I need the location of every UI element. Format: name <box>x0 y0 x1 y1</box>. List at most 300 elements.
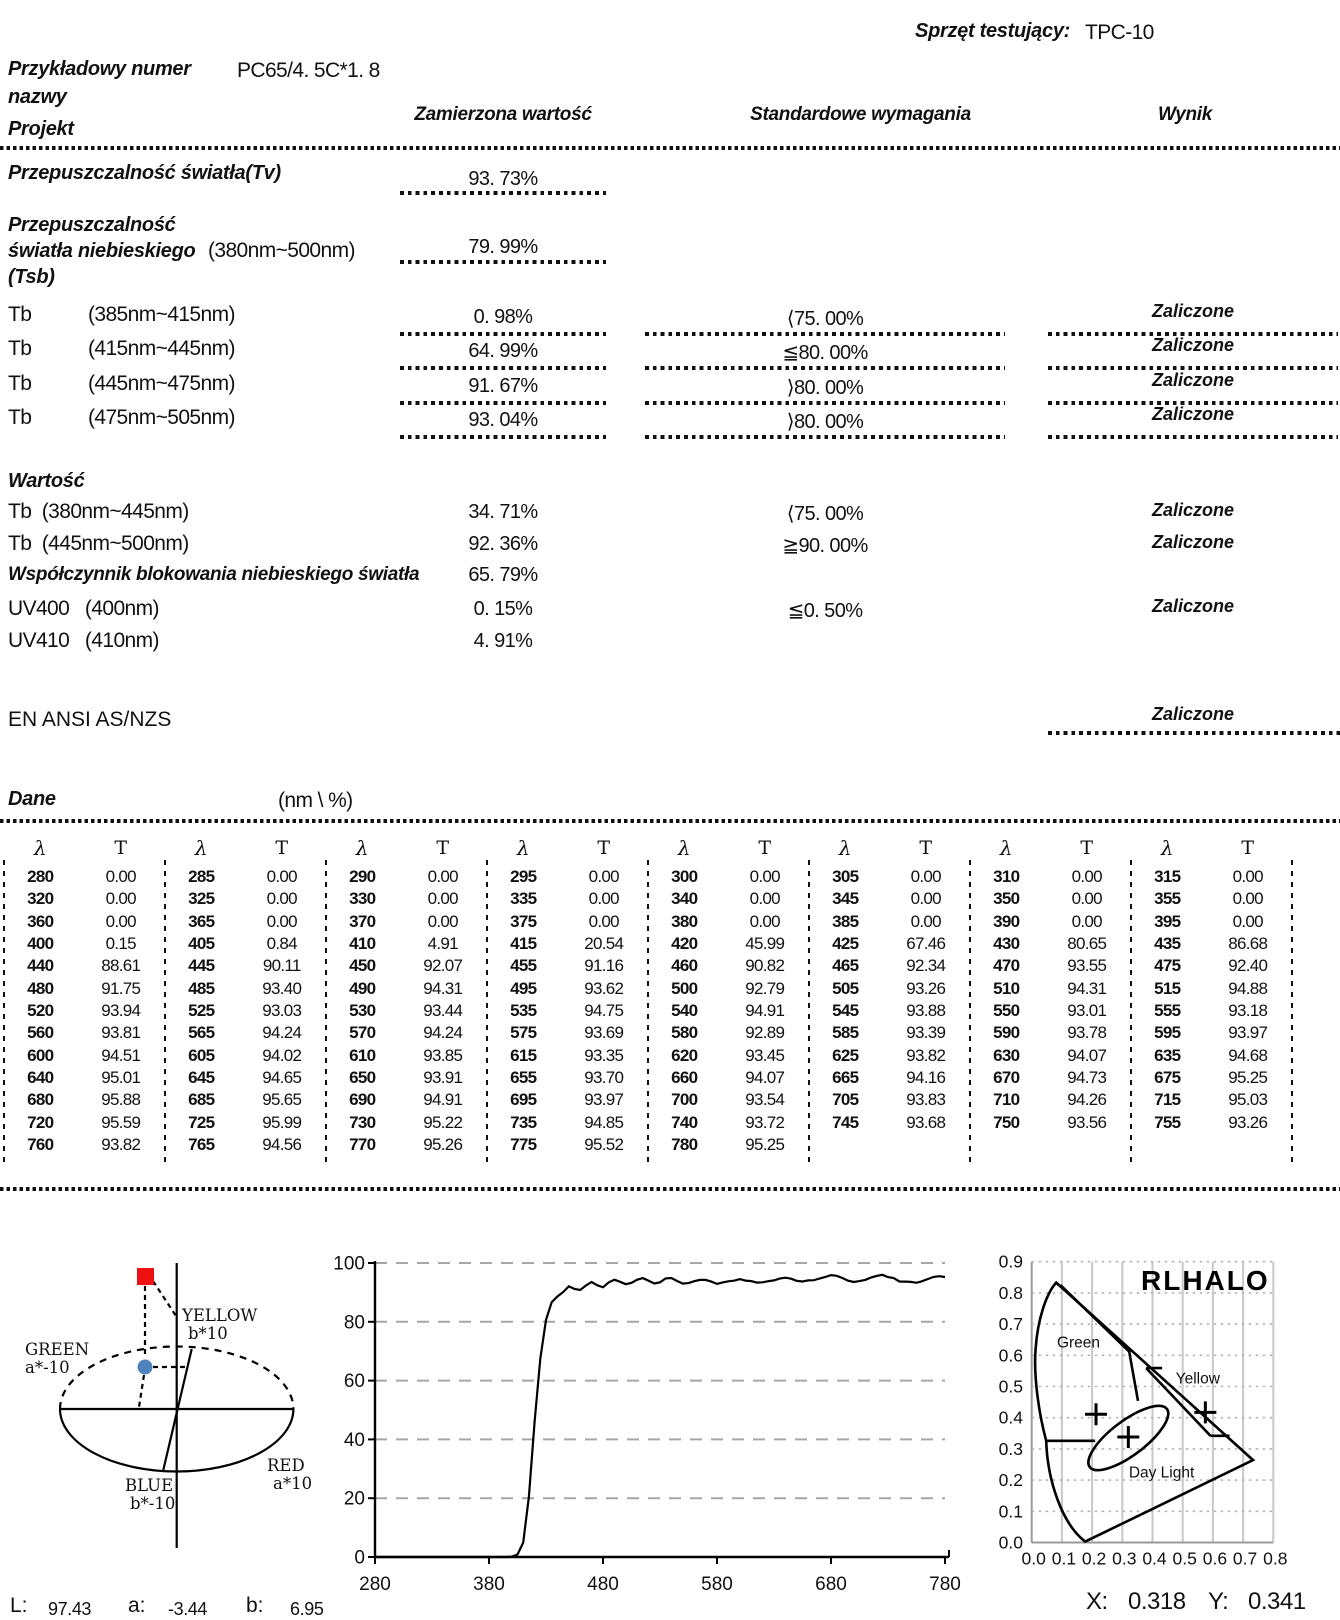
transmittance-value: 93.03 <box>262 1001 302 1021</box>
wavelength-value: 395 <box>1154 911 1181 931</box>
wavelength-value: 340 <box>671 889 698 909</box>
transmittance-value: 93.82 <box>101 1135 141 1155</box>
transmittance-value: 93.81 <box>101 1023 141 1043</box>
wavelength-value: 400 <box>27 934 54 954</box>
wavelength-value: 290 <box>349 867 376 886</box>
transmittance-value: 0.00 <box>749 889 780 909</box>
wavelength-value <box>1131 1134 1203 1156</box>
value-row-value: 92. 36% <box>468 533 538 555</box>
wavelength-value: 360 <box>27 911 54 931</box>
table-column-separator <box>808 860 810 1162</box>
lambda-column-header: λ <box>516 836 530 860</box>
transmittance-value: 92.34 <box>906 956 946 976</box>
transmittance-value <box>881 1134 970 1156</box>
X-label: X: <box>1086 1588 1108 1615</box>
transmittance-value: 95.88 <box>101 1090 141 1110</box>
transmittance-value: 95.65 <box>262 1090 302 1110</box>
transmittance-value: 94.07 <box>745 1068 785 1088</box>
wavelength-value: 735 <box>510 1112 537 1132</box>
wavelength-value: 450 <box>349 956 376 976</box>
wavelength-value: 570 <box>349 1023 376 1043</box>
svg-text:480: 480 <box>587 1574 619 1595</box>
svg-text:0.9: 0.9 <box>998 1251 1023 1272</box>
table-column-separator <box>164 860 166 1162</box>
wavelength-value: 490 <box>349 978 376 998</box>
table-column-separator <box>647 860 649 1162</box>
transmittance-value: 94.85 <box>584 1112 624 1132</box>
svg-text:0.5: 0.5 <box>1172 1548 1197 1569</box>
transmittance-value: 0.00 <box>427 911 458 931</box>
wavelength-value: 565 <box>188 1023 215 1043</box>
transmittance-value: 0.00 <box>1232 889 1263 909</box>
b-value: 6.95 <box>290 1599 324 1619</box>
transmittance-value: 0.00 <box>588 889 619 909</box>
svg-text:20: 20 <box>343 1488 365 1510</box>
wavelength-value: 380 <box>671 911 698 931</box>
a-value: -3.44 <box>168 1599 208 1619</box>
svg-text:0.6: 0.6 <box>998 1345 1023 1366</box>
tb-row-result: Zaliczone <box>1151 370 1235 390</box>
tb-row-name: Tb <box>8 372 32 395</box>
transmittance-value <box>1203 1134 1292 1156</box>
wavelength-value: 635 <box>1154 1045 1181 1065</box>
svg-text:0: 0 <box>354 1547 365 1569</box>
Y-label: Y: <box>1208 1588 1229 1615</box>
transmittance-value: 92.07 <box>423 956 463 976</box>
wavelength-value: 345 <box>832 889 859 909</box>
transmittance-value: 93.35 <box>584 1045 624 1065</box>
yellow-axis-scale: b*10 <box>188 1324 228 1343</box>
svg-text:0.8: 0.8 <box>998 1282 1023 1303</box>
svg-text:100: 100 <box>333 1253 365 1275</box>
wavelength-value: 590 <box>993 1023 1020 1043</box>
wavelength-value: 485 <box>188 978 215 998</box>
wavelength-value: 550 <box>993 1001 1020 1021</box>
transmittance-value: 93.26 <box>1228 1112 1268 1132</box>
wavelength-value: 755 <box>1154 1112 1181 1132</box>
svg-text:0.2: 0.2 <box>1081 1548 1107 1569</box>
svg-text:0.0: 0.0 <box>998 1532 1023 1553</box>
wavelength-value: 585 <box>832 1023 859 1043</box>
green-axis-label: GREEN <box>25 1340 90 1359</box>
wavelength-value: 280 <box>27 867 54 886</box>
wavelength-value: 460 <box>671 956 698 976</box>
b-label: b: <box>246 1594 264 1617</box>
value-row-result: Zaliczone <box>1151 596 1235 616</box>
transmittance-value: 93.56 <box>1067 1112 1107 1132</box>
svg-text:580: 580 <box>701 1574 733 1595</box>
L-value: 97.43 <box>48 1599 92 1619</box>
wavelength-value: 560 <box>27 1023 54 1043</box>
transmittance-value: 88.61 <box>101 956 141 976</box>
transmittance-value: 94.31 <box>1067 978 1107 998</box>
wavelength-value: 435 <box>1154 934 1181 954</box>
wavelength-value: 765 <box>188 1135 215 1155</box>
lambda-column-header: λ <box>677 836 691 860</box>
wavelength-value: 625 <box>832 1045 859 1065</box>
value-row-result: Zaliczone <box>1151 500 1235 520</box>
transmittance-value: 0.00 <box>588 911 619 931</box>
lambda-column-header: λ <box>838 836 852 860</box>
lambda-column-header: λ <box>194 836 208 860</box>
transmittance-value: 93.70 <box>584 1068 624 1088</box>
transmittance-value: 0.00 <box>749 911 780 931</box>
svg-text:0.2: 0.2 <box>998 1470 1023 1491</box>
svg-text:0.1: 0.1 <box>998 1501 1023 1522</box>
transmittance-value: 92.40 <box>1228 956 1268 976</box>
transmittance-value: 0.00 <box>105 911 136 931</box>
wavelength-value: 530 <box>349 1001 376 1021</box>
wavelength-value: 285 <box>188 867 215 886</box>
transmittance-value: 94.02 <box>262 1045 302 1065</box>
transmittance-value: 93.72 <box>745 1112 785 1132</box>
transmittance-value: 86.68 <box>1228 934 1268 954</box>
transmittance-value: 0.00 <box>1071 889 1102 909</box>
tsb-label-line2: światła niebieskiego <box>8 240 196 262</box>
wavelength-value: 610 <box>349 1045 376 1065</box>
wavelength-value: 730 <box>349 1112 376 1132</box>
wavelength-value: 525 <box>188 1001 215 1021</box>
tb-row-result: Zaliczone <box>1151 335 1235 355</box>
transmittance-value: 0.00 <box>588 867 619 886</box>
wavelength-value: 425 <box>832 934 859 954</box>
tb-row-requirement: ⟩80. 00% <box>786 411 864 433</box>
wavelength-value: 440 <box>27 956 54 976</box>
tv-value: 93. 73% <box>468 168 538 190</box>
wavelength-value: 555 <box>1154 1001 1181 1021</box>
transmittance-value: 0.00 <box>266 867 297 886</box>
tsb-range: (380nm~500nm) <box>208 239 355 262</box>
transmittance-value: 93.26 <box>906 978 946 998</box>
transmittance-value: 0.00 <box>266 911 297 931</box>
value-row-name: UV400 (400nm) <box>8 597 159 620</box>
value-row-name: Tb (445nm~500nm) <box>8 532 189 555</box>
transmittance-value: 93.40 <box>262 978 302 998</box>
svg-text:0.8: 0.8 <box>1263 1548 1288 1569</box>
wavelength-value: 775 <box>510 1135 537 1155</box>
equipment-value: TPC-10 <box>1085 21 1154 44</box>
svg-text:80: 80 <box>343 1312 365 1334</box>
wavelength-value: 405 <box>188 934 215 954</box>
tb-row-requirement: ≦80. 00% <box>782 342 868 364</box>
standards-result: Zaliczone <box>1151 704 1235 724</box>
sample-number-label-line1: Przykładowy numer <box>8 58 191 80</box>
svg-text:780: 780 <box>929 1574 961 1595</box>
transmittance-value: 0.00 <box>910 889 941 909</box>
value-row-value: 34. 71% <box>468 501 538 523</box>
wavelength-value: 515 <box>1154 978 1181 998</box>
wavelength-value: 430 <box>993 934 1020 954</box>
transmittance-value: 93.54 <box>745 1090 785 1110</box>
transmittance-value: 4.91 <box>427 934 458 954</box>
wavelength-value: 375 <box>510 911 537 931</box>
value-row-requirement: ≦0. 50% <box>787 600 863 622</box>
transmittance-value: 95.25 <box>1228 1068 1268 1088</box>
value-section-label: Wartość <box>8 470 85 492</box>
standard-requirements-column-label: Standardowe wymagania <box>750 104 971 125</box>
transmittance-value: 94.73 <box>1067 1068 1107 1088</box>
wavelength-value: 520 <box>27 1001 54 1021</box>
wavelength-value: 705 <box>832 1090 859 1110</box>
wavelength-value: 655 <box>510 1068 537 1088</box>
wavelength-value: 475 <box>1154 956 1181 976</box>
tb-row-requirement: ⟩80. 00% <box>786 377 864 399</box>
wavelength-value: 410 <box>349 934 376 954</box>
svg-text:0.4: 0.4 <box>998 1407 1023 1428</box>
transmittance-value: 94.31 <box>423 978 463 998</box>
tb-row-result: Zaliczone <box>1151 301 1235 321</box>
transmittance-value: 93.85 <box>423 1045 463 1065</box>
wavelength-value: 715 <box>1154 1090 1181 1110</box>
value-row-requirement: ⟨75. 00% <box>786 503 864 525</box>
wavelength-value: 540 <box>671 1001 698 1021</box>
a-label: a: <box>128 1594 146 1617</box>
result-column-label: Wynik <box>1157 104 1213 125</box>
svg-text:0.7: 0.7 <box>998 1314 1023 1335</box>
value-row-result: Zaliczone <box>1151 532 1235 552</box>
spectral-table <box>4 866 1292 1162</box>
value-row-requirement: ≧90. 00% <box>782 535 868 557</box>
value-row-value: 0. 15% <box>473 598 533 620</box>
wavelength-value: 620 <box>671 1045 698 1065</box>
transmittance-value: 92.79 <box>745 978 785 998</box>
transmittance-value: 92.89 <box>745 1023 785 1043</box>
transmittance-value: 45.99 <box>745 934 785 954</box>
wavelength-value: 365 <box>188 911 215 931</box>
svg-text:280: 280 <box>359 1574 391 1595</box>
tb-row-range: (445nm~475nm) <box>88 372 235 395</box>
transmittance-value: 93.69 <box>584 1023 624 1043</box>
wavelength-value: 685 <box>188 1090 215 1110</box>
Y-value: 0.341 <box>1248 1588 1306 1615</box>
sample-number-value: PC65/4. 5C*1. 8 <box>237 59 380 82</box>
transmittance-value: 95.59 <box>101 1112 141 1132</box>
transmittance-value: 0.00 <box>910 911 941 931</box>
svg-text:0.0: 0.0 <box>1021 1548 1046 1569</box>
tb-row-range: (475nm~505nm) <box>88 406 235 429</box>
wavelength-value: 725 <box>188 1112 215 1132</box>
tsb-label-line3: (Tsb) <box>8 266 55 288</box>
wavelength-value: 575 <box>510 1023 537 1043</box>
wavelength-value: 740 <box>671 1112 698 1132</box>
intended-value-column-label: Zamierzona wartość <box>414 104 592 125</box>
svg-text:0.3: 0.3 <box>1112 1548 1137 1569</box>
wavelength-value: 640 <box>27 1068 54 1088</box>
tb-row-range: (385nm~415nm) <box>88 303 235 326</box>
transmittance-value: 0.00 <box>266 889 297 909</box>
wavelength-value: 745 <box>832 1112 859 1132</box>
transmittance-value: 0.84 <box>266 934 297 954</box>
wavelength-value: 600 <box>27 1045 54 1065</box>
transmittance-column-header: T <box>275 837 289 859</box>
region-label: Day Light <box>1128 1464 1195 1482</box>
wavelength-value: 780 <box>671 1135 698 1155</box>
project-column-label: Projekt <box>8 118 74 140</box>
wavelength-value: 680 <box>27 1090 54 1110</box>
tb-row-requirement: ⟨75. 00% <box>786 308 864 330</box>
transmittance-value: 93.62 <box>584 978 624 998</box>
transmittance-column-header: T <box>436 837 450 859</box>
wavelength-value: 595 <box>1154 1023 1181 1043</box>
transmittance-value: 95.01 <box>101 1068 141 1088</box>
blue-axis-scale: b*-10 <box>130 1494 176 1513</box>
wavelength-value: 330 <box>349 889 376 909</box>
wavelength-value: 305 <box>832 867 859 886</box>
lambda-column-header: λ <box>355 836 369 860</box>
wavelength-value: 615 <box>510 1045 537 1065</box>
transmittance-value: 93.45 <box>745 1045 785 1065</box>
region-label: Yellow <box>1175 1370 1220 1388</box>
transmittance-value: 93.88 <box>906 1001 946 1021</box>
transmittance-value: 93.91 <box>423 1068 463 1088</box>
value-underline <box>400 260 606 264</box>
blue-light-blocking-label: Współczynnik blokowania niebieskiego światła <box>8 564 420 585</box>
table-column-separator <box>1130 860 1132 1162</box>
value-underline <box>400 191 606 195</box>
transmittance-value: 95.52 <box>584 1135 624 1155</box>
tb-row-value: 0. 98% <box>473 306 533 328</box>
transmittance-value: 95.03 <box>1228 1090 1268 1110</box>
table-column-separator <box>1291 860 1293 1162</box>
transmittance-value: 95.25 <box>745 1135 785 1155</box>
equipment-label: Sprzęt testujący: <box>915 20 1070 42</box>
transmittance-value: 80.65 <box>1067 934 1107 954</box>
tv-label: Przepuszczalność światła(Tv) <box>8 162 281 184</box>
wavelength-value: 770 <box>349 1135 376 1155</box>
transmittance-value: 95.22 <box>423 1112 463 1132</box>
tsb-label-line1: Przepuszczalność <box>8 214 176 236</box>
tb-row-name: Tb <box>8 303 32 326</box>
wavelength-value: 510 <box>993 978 1020 998</box>
tsb-value: 79. 99% <box>468 236 538 258</box>
transmittance-value <box>1042 1134 1131 1156</box>
wavelength-value: 700 <box>671 1090 698 1110</box>
wavelength-value: 650 <box>349 1068 376 1088</box>
transmittance-value: 94.26 <box>1067 1090 1107 1110</box>
transmittance-value: 91.75 <box>101 978 141 998</box>
transmittance-column-header: T <box>114 837 128 859</box>
lab-color-diagram <box>0 1255 320 1555</box>
svg-text:60: 60 <box>343 1371 365 1393</box>
table-column-separator <box>3 860 5 1162</box>
transmittance-column-header: T <box>1241 837 1255 859</box>
section-divider <box>0 1187 1340 1191</box>
transmittance-value: 93.83 <box>906 1090 946 1110</box>
transmittance-value: 0.00 <box>105 867 136 886</box>
transmittance-value: 93.01 <box>1067 1001 1107 1021</box>
wavelength-value: 350 <box>993 889 1020 909</box>
transmittance-column-header: T <box>758 837 772 859</box>
svg-text:0.7: 0.7 <box>1232 1548 1258 1569</box>
X-value: 0.318 <box>1128 1588 1186 1615</box>
wavelength-value: 390 <box>993 911 1020 931</box>
transmittance-value: 94.24 <box>423 1023 463 1043</box>
wavelength-value: 630 <box>993 1045 1020 1065</box>
transmittance-value: 0.00 <box>105 889 136 909</box>
red-square-marker <box>137 1268 154 1285</box>
svg-text:0.3: 0.3 <box>998 1438 1023 1459</box>
transmittance-value: 93.78 <box>1067 1023 1107 1043</box>
wavelength-value: 455 <box>510 956 537 976</box>
wavelength-value: 310 <box>993 867 1020 886</box>
tb-row-name: Tb <box>8 337 32 360</box>
lambda-column-header: λ <box>33 836 47 860</box>
wavelength-value: 505 <box>832 978 859 998</box>
transmittance-value: 94.91 <box>423 1090 463 1110</box>
wavelength-value: 580 <box>671 1023 698 1043</box>
transmittance-value: 93.97 <box>584 1090 624 1110</box>
wavelength-value: 370 <box>349 911 376 931</box>
transmittance-value: 93.44 <box>423 1001 463 1021</box>
tb-row-range: (415nm~445nm) <box>88 337 235 360</box>
transmittance-curve <box>375 1275 945 1557</box>
value-row-name: Tb (380nm~445nm) <box>8 500 189 523</box>
wavelength-value <box>809 1134 881 1156</box>
transmittance-value: 93.97 <box>1228 1023 1268 1043</box>
spectral-locus <box>1035 1283 1253 1542</box>
blue-axis-label: BLUE <box>125 1476 174 1495</box>
region-label: Green <box>1056 1334 1101 1352</box>
L-label: L: <box>10 1594 28 1617</box>
section-divider <box>0 146 1340 150</box>
transmittance-value: 0.00 <box>910 867 941 886</box>
wavelength-value: 660 <box>671 1068 698 1088</box>
wavelength-value: 605 <box>188 1045 215 1065</box>
standards-label: EN ANSI AS/NZS <box>8 708 172 731</box>
svg-text:0.1: 0.1 <box>1051 1548 1077 1569</box>
tb-row-value: 91. 67% <box>468 375 538 397</box>
value-row-value: 4. 91% <box>473 630 533 652</box>
transmittance-value: 90.82 <box>745 956 785 976</box>
transmittance-value: 93.94 <box>101 1001 141 1021</box>
transmittance-value: 94.24 <box>262 1023 302 1043</box>
tb-row-value: 93. 04% <box>468 409 538 431</box>
transmittance-value: 93.18 <box>1228 1001 1268 1021</box>
tb-row-name: Tb <box>8 406 32 429</box>
transmittance-value: 94.68 <box>1228 1045 1268 1065</box>
transmittance-value: 0.00 <box>1232 911 1263 931</box>
spectral-table-header <box>4 837 1292 859</box>
lambda-column-header: λ <box>1160 836 1174 860</box>
transmittance-value: 91.16 <box>584 956 624 976</box>
sample-number-label-line2: nazwy <box>8 86 67 108</box>
wavelength-value: 480 <box>27 978 54 998</box>
svg-text:0.4: 0.4 <box>1142 1548 1167 1569</box>
table-column-separator <box>969 860 971 1162</box>
tb-row-value: 64. 99% <box>468 340 538 362</box>
wavelength-value: 750 <box>993 1112 1020 1132</box>
transmittance-value: 0.00 <box>1232 867 1263 886</box>
svg-text:0.5: 0.5 <box>998 1376 1023 1397</box>
wavelength-value: 465 <box>832 956 859 976</box>
wavelength-value: 495 <box>510 978 537 998</box>
svg-text:380: 380 <box>473 1574 505 1595</box>
section-divider <box>0 819 1340 823</box>
transmittance-value: 0.00 <box>427 867 458 886</box>
transmittance-value: 93.68 <box>906 1112 946 1132</box>
transmittance-value: 95.99 <box>262 1112 302 1132</box>
wavelength-value: 445 <box>188 956 215 976</box>
transmittance-value: 0.00 <box>1071 911 1102 931</box>
transmittance-value: 94.91 <box>745 1001 785 1021</box>
svg-text:40: 40 <box>343 1429 365 1451</box>
wavelength-value: 645 <box>188 1068 215 1088</box>
transmittance-value: 93.82 <box>906 1045 946 1065</box>
transmittance-value: 94.88 <box>1228 978 1268 998</box>
wavelength-value: 335 <box>510 889 537 909</box>
green-axis-scale: a*-10 <box>25 1358 70 1377</box>
wavelength-value: 690 <box>349 1090 376 1110</box>
